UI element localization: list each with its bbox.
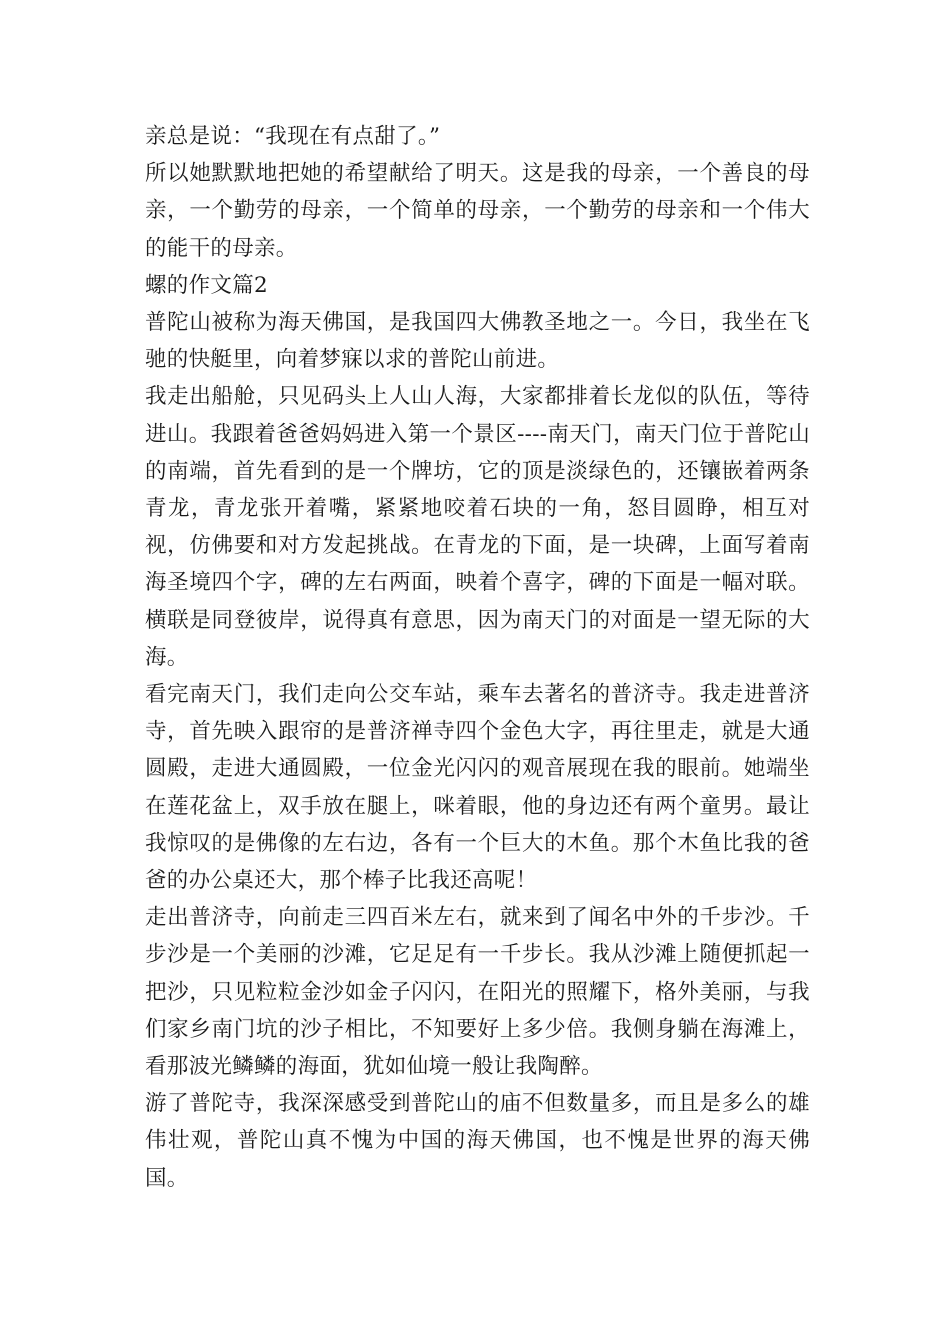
paragraph-qianbusha: 走出普济寺，向前走三四百米左右，就来到了闻名中外的千步沙。千步沙是一个美丽的沙滩，它足足有一千步长。我从沙滩上随便抓起一把沙，只见粒粒金沙如金子闪闪，在阳光的照耀下，格外美丽，与我们家乡南门坑的沙子相比，不知要好上多少倍。我侧身躺在海滩上，看那波光鳞鳞的海面，犹如仙境一般让我陶醉。 xyxy=(145,905,810,1080)
paragraph-mother-quote: 亲总是说：“我现在有点甜了。” xyxy=(145,124,441,149)
section-heading: 螺的作文篇2 xyxy=(145,272,268,298)
paragraph-mother-summary: 所以她默默地把她的希望献给了明天。这是我的母亲，一个善良的母亲，一个勤劳的母亲，一个简单的母亲，一个勤劳的母亲和一个伟大的能干的母亲。 xyxy=(145,161,810,261)
paragraph-putuo-intro: 普陀山被称为海天佛国，是我国四大佛教圣地之一。今日，我坐在飞驰的快艇里，向着梦寐以求的普陀山前进。 xyxy=(145,310,810,373)
paragraph-conclusion: 游了普陀寺，我深深感受到普陀山的庙不但数量多，而且是多么的雄伟壮观，普陀山真不愧为中国的海天佛国，也不愧是世界的海天佛国。 xyxy=(145,1091,810,1191)
paragraph-nantianmen: 我走出船舱，只见码头上人山人海，大家都排着长龙似的队伍，等待进山。我跟着爸爸妈妈进入第一个景区----南天门，南天门位于普陀山的南端，首先看到的是一个牌坊，它的顶是淡绿色的，还镶嵌着两条青龙，青龙张开着嘴，紧紧地咬着石块的一角，怒目圆睁，相互对视，仿佛要和对方发起挑战。在青龙的下面，是一块碑，上面写着南海圣境四个字，碑的左右两面，映着个喜字，碑的下面是一幅对联。横联是同登彼岸，说得真有意思，因为南天门的对面是一望无际的大海。 xyxy=(145,384,810,670)
document-body xyxy=(145,118,810,1197)
paragraph-puji-temple: 看完南天门，我们走向公交车站，乘车去著名的普济寺。我走进普济寺，首先映入跟帘的是普济禅寺四个金色大字，再往里走，就是大通圆殿，走进大通圆殿，一位金光闪闪的观音展现在我的眼前。她端坐在莲花盆上，双手放在腿上，咪着眼，他的身边还有两个童男。最让我惊叹的是佛像的左右边，各有一个巨大的木鱼。那个木鱼比我的爸爸的办公桌还大，那个棒子比我还高呢！ xyxy=(145,682,810,894)
